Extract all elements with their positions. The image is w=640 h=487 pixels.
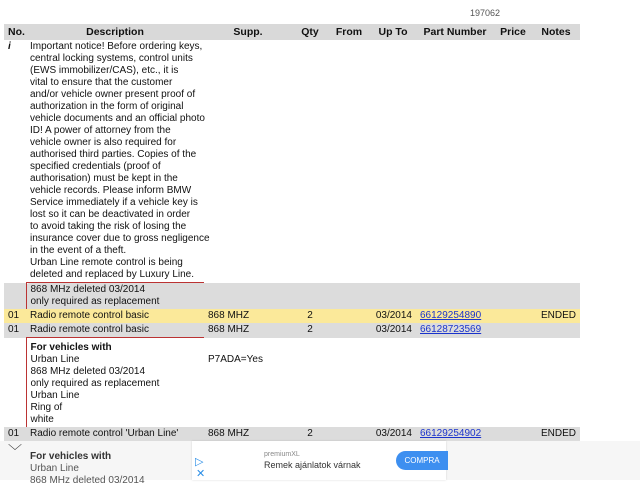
row-from (328, 427, 370, 441)
notice-line: Important notice! Before ordering keys, (30, 41, 203, 52)
part-number-link[interactable]: 66128723569 (420, 324, 482, 335)
group-filler (204, 283, 580, 310)
row-description: Radio remote control basic (30, 324, 149, 335)
ad-brand: premiumXL (264, 451, 300, 458)
group-heading: For vehicles with (30, 342, 112, 353)
notice-line: in the event of a theft. (30, 245, 127, 256)
notice-line: Urban Line remote control is being (30, 257, 183, 268)
row-from (328, 323, 370, 338)
group-description (26, 283, 204, 310)
row-qty: 2 (307, 310, 313, 321)
notice-line: insurance cover due to gross negligence (30, 233, 210, 244)
row-notes: ENDED (540, 428, 576, 439)
col-header-notes: Notes (532, 24, 580, 40)
notice-line: to avoid taking the risk of losing the (30, 221, 187, 232)
ad-choices-icon[interactable]: ▷ (195, 456, 204, 468)
notice-line: specified credentials (proof of (30, 161, 161, 172)
overlay-heading: For vehicles with (30, 451, 112, 462)
group-no (4, 338, 26, 428)
group-header-row (4, 283, 580, 310)
row-qty: 2 (307, 324, 313, 335)
row-notes (532, 323, 580, 338)
group-line: only required as replacement (30, 296, 160, 307)
notice-text (26, 40, 210, 283)
row-part-number[interactable] (416, 309, 494, 323)
notice-filler (204, 40, 580, 283)
col-header-price: Price (494, 24, 532, 40)
row-supp: 868 MHZ (208, 324, 250, 335)
col-header-no: No. (4, 24, 26, 40)
ad-cta-button[interactable]: COMPRA (396, 451, 448, 470)
notice-line: authorised third parties. Copies of the (30, 149, 197, 160)
row-description: Radio remote control 'Urban Line' (30, 428, 179, 439)
group-line: Urban Line (30, 354, 80, 365)
group-filler (292, 338, 580, 428)
notice-line: Service immediately if a vehicle key is (30, 197, 198, 208)
row-notes: ENDED (540, 310, 576, 321)
row-qty: 2 (307, 428, 313, 439)
row-part-number[interactable] (416, 323, 494, 338)
row-part-number[interactable] (416, 427, 494, 441)
group-no (4, 283, 26, 310)
bottom-overlay-right (446, 441, 640, 480)
row-up-to: 03/2014 (375, 324, 412, 335)
overlay-line: 868 MHz deleted 03/2014 (30, 475, 145, 486)
col-header-from: From (328, 24, 370, 40)
col-header-supp: Supp. (204, 24, 292, 40)
col-header-description: Description (26, 24, 204, 40)
part-number-link[interactable]: 66129254890 (420, 310, 482, 321)
row-price (494, 427, 532, 441)
overlay-group-text (30, 451, 145, 487)
chevron-down-icon[interactable]: ﹀ (8, 443, 22, 459)
group-line: 868 MHz deleted 03/2014 (30, 366, 146, 377)
notice-line: authorisation) must be kept in the (30, 173, 178, 184)
group-description (26, 338, 204, 428)
notice-line: vehicle owner is also required for (30, 137, 177, 148)
row-no: 01 (8, 324, 20, 335)
table-row[interactable] (4, 309, 580, 323)
table-row[interactable] (4, 323, 580, 338)
table-header-row (4, 24, 580, 40)
group-line: white (30, 414, 54, 425)
row-description: Radio remote control basic (30, 310, 149, 321)
row-no: 01 (8, 310, 20, 321)
row-no: 01 (8, 428, 20, 439)
group-line: Ring of (30, 402, 63, 413)
notice-line: central locking systems, control units (30, 53, 193, 64)
row-supp: 868 MHZ (208, 310, 250, 321)
group-header-row (4, 338, 580, 428)
group-supp: P7ADA=Yes (208, 353, 263, 365)
col-header-qty: Qty (292, 24, 328, 40)
group-line: Urban Line (30, 390, 80, 401)
diagram-id: 197062 (470, 8, 501, 18)
notice-line: vehicle records. Please inform BMW (30, 185, 192, 196)
info-marker: i (8, 41, 11, 52)
row-price (494, 323, 532, 338)
notice-line: and/or vehicle owner present proof of (30, 89, 196, 100)
overlay-line: Urban Line (30, 463, 79, 474)
row-up-to: 03/2014 (375, 310, 412, 321)
row-up-to: 03/2014 (375, 428, 412, 439)
row-price (494, 309, 532, 323)
row-from (328, 309, 370, 323)
group-line: only required as replacement (30, 378, 160, 389)
col-header-part-number: Part Number (416, 24, 494, 40)
row-supp: 868 MHZ (208, 428, 250, 439)
col-header-up-to: Up To (370, 24, 416, 40)
notice-line: (EWS immobilizer/CAS), etc., it is (30, 65, 179, 76)
group-line: 868 MHz deleted 03/2014 (30, 284, 146, 295)
notice-line: authorization in the form of original (30, 101, 184, 112)
notice-row (4, 40, 580, 283)
notice-line: ID! A power of attorney from the (30, 125, 171, 136)
notice-line: vehicle documents and an official photo (30, 113, 205, 124)
parts-table (4, 24, 580, 441)
table-row[interactable] (4, 427, 580, 441)
notice-line: vital to ensure that the customer (30, 77, 173, 88)
notice-line: deleted and replaced by Luxury Line. (30, 269, 195, 280)
ad-text: Remek ajánlatok várnak (264, 460, 361, 470)
close-icon[interactable]: ✕ (196, 468, 206, 480)
ad-banner[interactable] (192, 441, 446, 480)
part-number-link[interactable]: 66129254902 (420, 428, 482, 439)
notice-line: lost so it can be deactivated in order (30, 209, 191, 220)
